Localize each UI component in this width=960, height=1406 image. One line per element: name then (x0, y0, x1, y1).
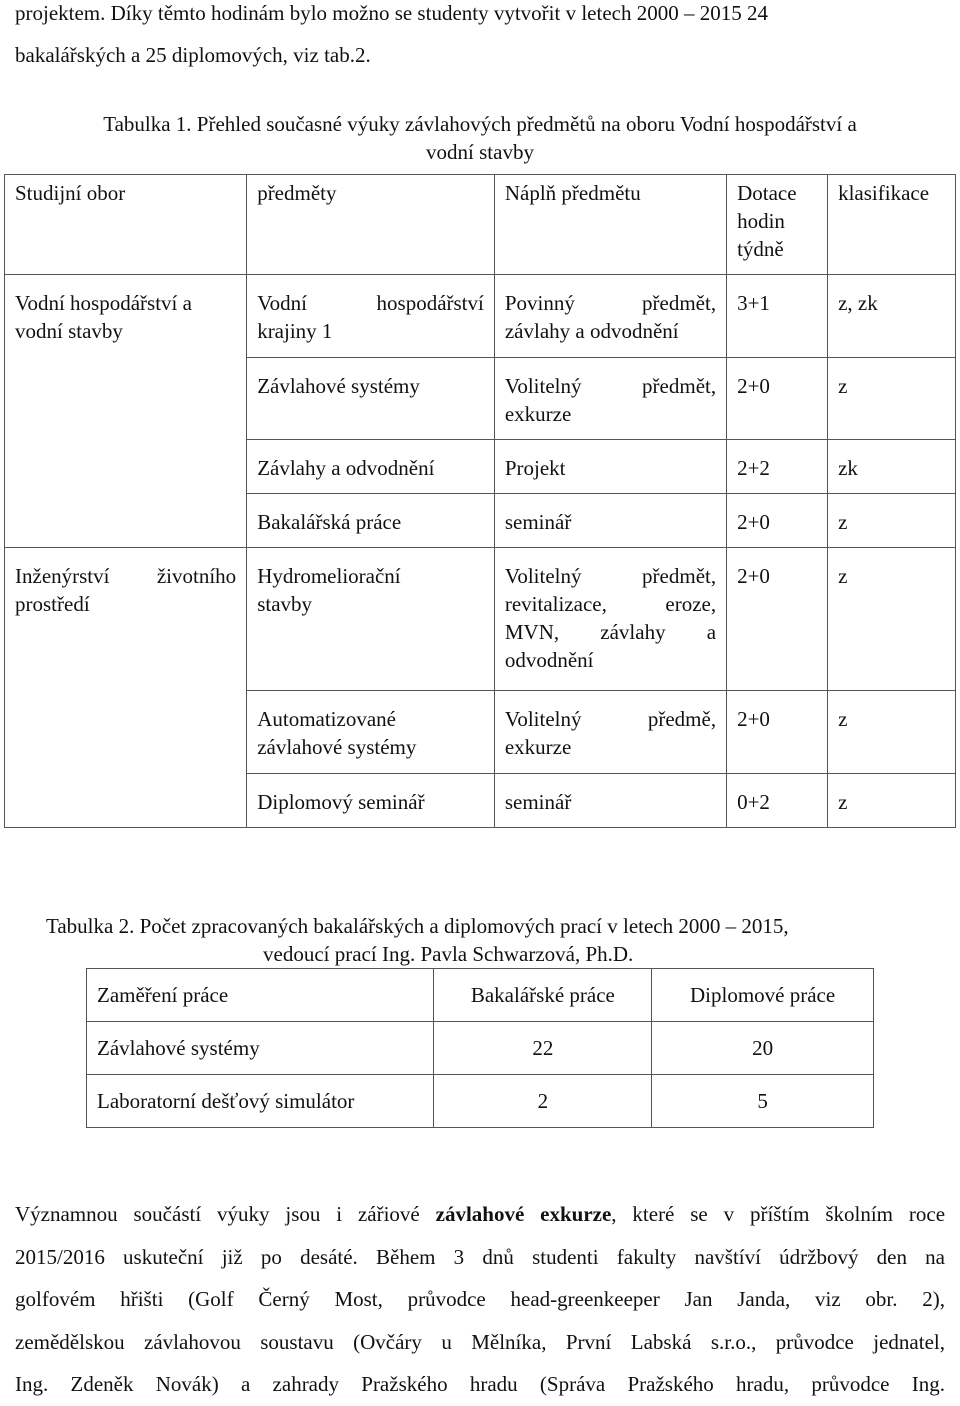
dotace-cell: 2+0 (727, 691, 828, 774)
napln-cell: Volitelný předmě, exkurze (494, 691, 726, 774)
table-row (87, 1075, 874, 1128)
predmet-cell: Bakalářská práce (247, 494, 495, 548)
paragraph-line-5: Ing. Zdeněk Novák) a zahrady Pražského hradu (Správa Pražského hradu, průvodce Ing. (15, 1372, 945, 1396)
predmet-cell: Vodní hospodářství krajiny 1 (247, 275, 495, 358)
table-row (5, 548, 956, 691)
table1-caption-line-2: vodní stavby (426, 140, 534, 164)
napln-cell: Volitelný předmět, revitalizace, eroze, MVN, závlahy a odvodnění (494, 548, 726, 691)
predmet-cell: Diplomový seminář (247, 774, 495, 828)
diplomove-cell: 5 (652, 1075, 874, 1128)
predmet-cell: Hydromeliorační stavby (247, 548, 495, 691)
klasifikace-cell: z (828, 494, 956, 548)
klasifikace-cell: z (828, 548, 956, 691)
dotace-cell: 2+0 (727, 494, 828, 548)
table2-header-row (87, 969, 874, 1022)
klasifikace-cell: z (828, 774, 956, 828)
header-napln: Náplň předmětu (494, 175, 726, 275)
obor-cell: Vodní hospodářství a vodní stavby (5, 275, 247, 548)
paragraph-line-1: Významnou součástí výuky jsou i zářiové závlahové exkurze, které se v příštím školním roce (15, 1202, 946, 1226)
predmet-cell: Závlahy a odvodnění (247, 440, 495, 494)
table-1 (4, 174, 956, 828)
napln-cell: Povinný předmět, závlahy a odvodnění (494, 275, 726, 358)
table1-caption (15, 110, 945, 166)
zamereni-cell: Laboratorní dešťový simulátor (87, 1075, 434, 1128)
table2-caption-line-1: Tabulka 2. Počet zpracovaných bakalářských a diplomových prací v letech 2000 – 2015, (46, 914, 789, 938)
intro-line-2: bakalářských a 25 diplomových, viz tab.2. (15, 43, 371, 67)
header-diplomove: Diplomové práce (652, 969, 874, 1022)
bakalarske-cell: 22 (434, 1022, 652, 1075)
body-paragraph (15, 1193, 945, 1406)
header-predmety: předměty (247, 175, 495, 275)
napln-cell: seminář (494, 774, 726, 828)
diplomove-cell: 20 (652, 1022, 874, 1075)
klasifikace-cell: z, zk (828, 275, 956, 358)
klasifikace-cell: z (828, 691, 956, 774)
header-klasifikace: klasifikace (828, 175, 956, 275)
dotace-cell: 0+2 (727, 774, 828, 828)
napln-cell: Volitelný předmět, exkurze (494, 358, 726, 440)
obor-cell: Inženýrství životního prostředí (5, 548, 247, 828)
bold-term: závlahové exkurze (435, 1202, 612, 1226)
bakalarske-cell: 2 (434, 1075, 652, 1128)
intro-line-1: projektem. Díky těmto hodinám bylo možno se studenty vytvořit v letech 2000 – 2015 24 (15, 1, 768, 25)
dotace-cell: 2+2 (727, 440, 828, 494)
header-bakalarske: Bakalářské práce (434, 969, 652, 1022)
napln-cell: Projekt (494, 440, 726, 494)
dotace-cell: 2+0 (727, 548, 828, 691)
klasifikace-cell: z (828, 358, 956, 440)
header-zamereni: Zaměření práce (87, 969, 434, 1022)
klasifikace-cell: zk (828, 440, 956, 494)
predmet-cell: Automatizované závlahové systémy (247, 691, 495, 774)
dotace-cell: 3+1 (727, 275, 828, 358)
table-row (5, 275, 956, 358)
header-studijni-obor: Studijní obor (5, 175, 247, 275)
header-dotace (727, 175, 828, 275)
paragraph-line-2: 2015/2016 uskuteční již po desáté. Během 3 dnů studenti fakulty navštíví údržbový den na (15, 1244, 945, 1269)
zamereni-cell: Závlahové systémy (87, 1022, 434, 1075)
paragraph-line-4: zemědělskou závlahovou soustavu (Ovčáry u Mělníka, První Labská s.r.o., průvodce jednatel, (15, 1329, 945, 1354)
predmet-cell: Závlahové systémy (247, 358, 495, 440)
table-2 (86, 968, 874, 1128)
paragraph-line-3: golfovém hřišti (Golf Černý Most, průvodce head-greenkeeper Jan Janda, viz obr. 2), (15, 1287, 945, 1311)
napln-cell: seminář (494, 494, 726, 548)
table1-caption-line-1: Tabulka 1. Přehled současné výuky závlahových předmětů na oboru Vodní hospodářství a (103, 112, 857, 136)
table-row (87, 1022, 874, 1075)
header-dotace-text: Dotace hodin týdně (737, 181, 797, 261)
table2-caption (15, 912, 960, 968)
dotace-cell: 2+0 (727, 358, 828, 440)
table1-header-row (5, 175, 956, 275)
table2-caption-line-2: vedoucí prací Ing. Pavla Schwarzová, Ph.D. (263, 942, 634, 966)
